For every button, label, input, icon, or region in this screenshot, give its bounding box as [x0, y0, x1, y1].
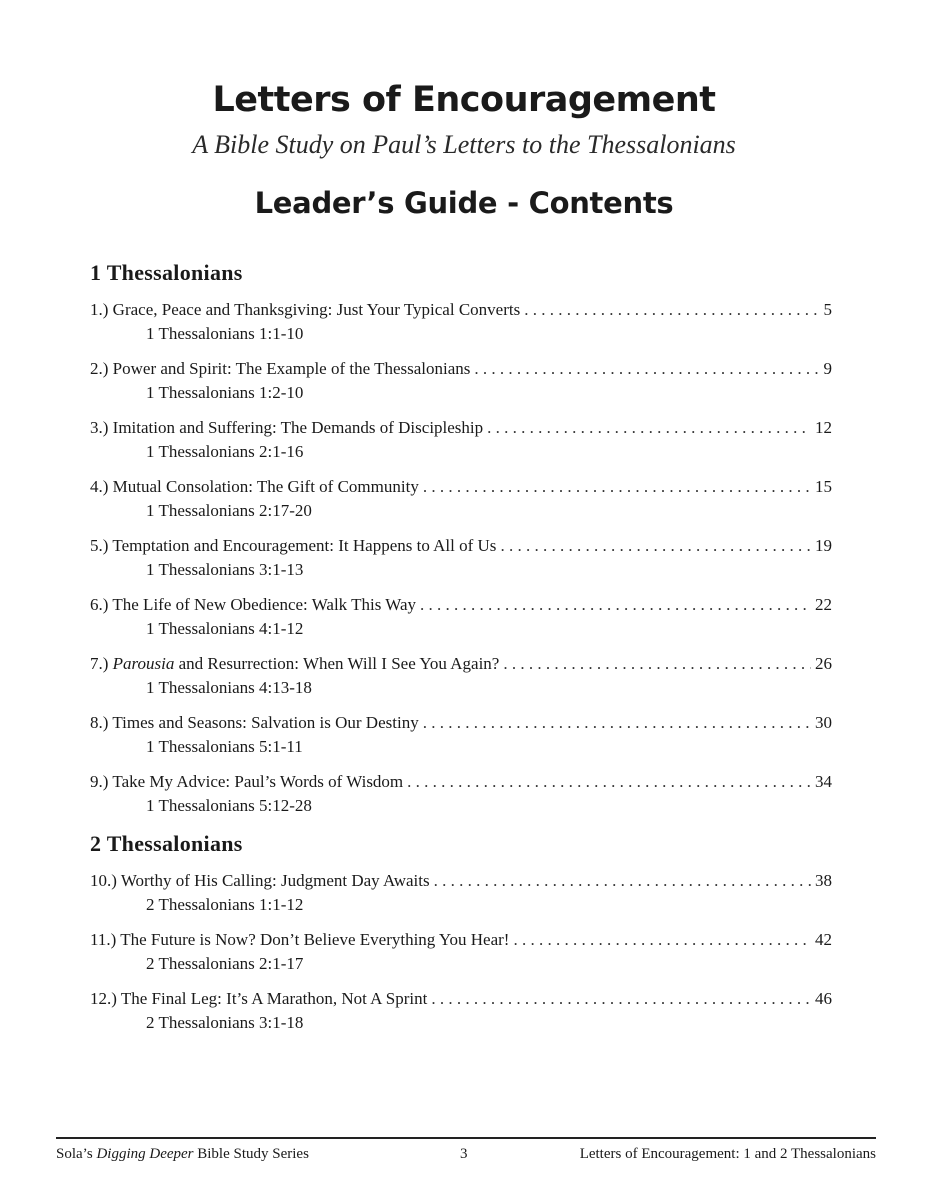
toc-entry	[90, 475, 832, 523]
toc-entry-reference: 1 Thessalonians 2:1-16	[146, 442, 304, 461]
toc-entry	[90, 298, 832, 346]
dot-leader	[431, 987, 811, 1011]
toc-entry-line	[90, 928, 832, 952]
toc-entry-title	[90, 711, 419, 735]
toc-entry-title	[90, 770, 403, 794]
toc-entry-line	[90, 593, 832, 617]
toc-entry-reference: 1 Thessalonians 3:1-13	[146, 560, 304, 579]
dot-leader	[487, 416, 811, 440]
toc-entry-line	[90, 987, 832, 1011]
toc-entry-number: 3.)	[90, 418, 109, 437]
toc-entry-reference: 1 Thessalonians 2:17-20	[146, 501, 312, 520]
footer-divider	[56, 1137, 876, 1139]
dot-leader	[500, 534, 811, 558]
toc-entry	[90, 928, 832, 976]
toc-entry-reference: 1 Thessalonians 4:1-12	[146, 619, 304, 638]
toc-entry-number: 11.)	[90, 930, 117, 949]
toc-entry-number: 5.)	[90, 536, 109, 555]
toc-entry-reference: 1 Thessalonians 1:2-10	[146, 383, 304, 402]
toc-entry-text: Times and Seasons: Salvation is Our Destiny	[112, 713, 419, 732]
toc-entry	[90, 770, 832, 818]
toc-entry-text: The Life of New Obedience: Walk This Way	[112, 595, 417, 614]
section-title: 1 Thessalonians	[90, 260, 243, 285]
toc-entry	[90, 869, 832, 917]
toc-entry-line	[90, 869, 832, 893]
footer-series-prefix: Sola’s	[56, 1146, 93, 1162]
toc-entry-text: Mutual Consolation: The Gift of Community	[112, 477, 419, 496]
toc-entry-title	[90, 357, 470, 381]
toc-entry	[90, 987, 832, 1035]
dot-leader	[474, 357, 819, 381]
toc-entry-reference: 1 Thessalonians 1:1-10	[146, 324, 304, 343]
toc-entry-text: The Future is Now? Don’t Believe Everything You Hear!	[120, 930, 510, 949]
dot-leader	[434, 869, 811, 893]
toc-entry-number: 7.)	[90, 654, 109, 673]
page-footer	[56, 1146, 876, 1166]
toc-entry-page: 30	[815, 713, 832, 732]
document-subtitle: A Bible Study on Paul’s Letters to the Thessalonians	[192, 130, 736, 159]
toc-entry-number: 4.)	[90, 477, 109, 496]
toc-entry-text: Grace, Peace and Thanksgiving: Just Your Typical Converts	[112, 300, 521, 319]
toc-entry	[90, 357, 832, 405]
footer-book-title: Letters of Encouragement: 1 and 2 Thessalonians	[579, 1146, 876, 1162]
toc-entry-text: Take My Advice: Paul’s Words of Wisdom	[112, 772, 404, 791]
toc-entry-title	[90, 416, 483, 440]
toc-entry-title	[90, 475, 419, 499]
toc-entry-text: Temptation and Encouragement: It Happens to All of Us	[112, 536, 497, 555]
toc-entry-line	[90, 298, 832, 322]
toc-entry-reference: 1 Thessalonians 5:1-11	[146, 737, 303, 756]
toc-entry-page: 5	[823, 300, 832, 319]
contents-heading: Leader’s Guide - Contents	[254, 186, 674, 220]
toc-entry-text: The Final Leg: It’s A Marathon, Not A Sprint	[120, 989, 428, 1008]
toc-entry-page: 34	[815, 772, 832, 791]
section-title: 2 Thessalonians	[90, 831, 243, 856]
footer-series	[56, 1146, 309, 1163]
toc-entry-page: 26	[815, 654, 832, 673]
table-of-contents	[90, 258, 832, 1046]
toc-entry-number: 8.)	[90, 713, 109, 732]
toc-entry-number: 6.)	[90, 595, 109, 614]
toc-entry-title	[90, 298, 520, 322]
footer-page-number: 3	[460, 1146, 468, 1162]
dot-leader	[513, 928, 811, 952]
footer-series-italic: Digging Deeper	[96, 1146, 194, 1162]
toc-entry-line	[90, 475, 832, 499]
toc-entry	[90, 711, 832, 759]
toc-entry-title	[90, 987, 427, 1011]
toc-entry-reference: 2 Thessalonians 2:1-17	[146, 954, 304, 973]
toc-entry-page: 42	[815, 930, 832, 949]
toc-entry-line	[90, 770, 832, 794]
toc-entry-page: 15	[815, 477, 832, 496]
toc-entry-reference: 1 Thessalonians 5:12-28	[146, 796, 312, 815]
toc-entry-title	[90, 593, 416, 617]
toc-entry-page: 9	[823, 359, 832, 378]
toc-entry-number: 9.)	[90, 772, 109, 791]
toc-entry	[90, 534, 832, 582]
toc-entry-line	[90, 711, 832, 735]
document-title: Letters of Encouragement	[212, 80, 716, 120]
toc-entry-line	[90, 534, 832, 558]
toc-entry-page: 38	[815, 871, 832, 890]
toc-entry-reference: 2 Thessalonians 3:1-18	[146, 1013, 304, 1032]
toc-entry-page: 22	[815, 595, 832, 614]
dot-leader	[423, 711, 811, 735]
toc-entry-line	[90, 416, 832, 440]
toc-entry-number: 10.)	[90, 871, 117, 890]
toc-entry-line	[90, 652, 832, 676]
toc-entry-page: 19	[815, 536, 832, 555]
toc-entry-text: Power and Spirit: The Example of the Thessalonians	[112, 359, 471, 378]
toc-entry-title	[90, 652, 499, 676]
toc-entry-text: Worthy of His Calling: Judgment Day Awaits	[120, 871, 430, 890]
toc-entry	[90, 652, 832, 700]
toc-entry-title	[90, 928, 509, 952]
toc-entry-line	[90, 357, 832, 381]
toc-entry-italic-term: Parousia	[112, 654, 175, 673]
toc-entry-title	[90, 869, 430, 893]
toc-entry-text: Imitation and Suffering: The Demands of Discipleship	[112, 418, 484, 437]
toc-entry-reference: 1 Thessalonians 4:13-18	[146, 678, 312, 697]
dot-leader	[420, 593, 811, 617]
toc-entry-page: 12	[815, 418, 832, 437]
footer-series-suffix: Bible Study Series	[197, 1146, 309, 1162]
toc-entry	[90, 416, 832, 464]
toc-entry-number: 12.)	[90, 989, 117, 1008]
toc-entry-number: 1.)	[90, 300, 109, 319]
dot-leader	[524, 298, 819, 322]
toc-entry-title	[90, 534, 496, 558]
toc-entry-reference: 2 Thessalonians 1:1-12	[146, 895, 304, 914]
dot-leader	[423, 475, 811, 499]
dot-leader	[407, 770, 811, 794]
toc-entry	[90, 593, 832, 641]
toc-entry-text: and Resurrection: When Will I See You Again?	[178, 654, 500, 673]
toc-entry-number: 2.)	[90, 359, 109, 378]
dot-leader	[503, 652, 811, 676]
toc-entry-page: 46	[815, 989, 832, 1008]
